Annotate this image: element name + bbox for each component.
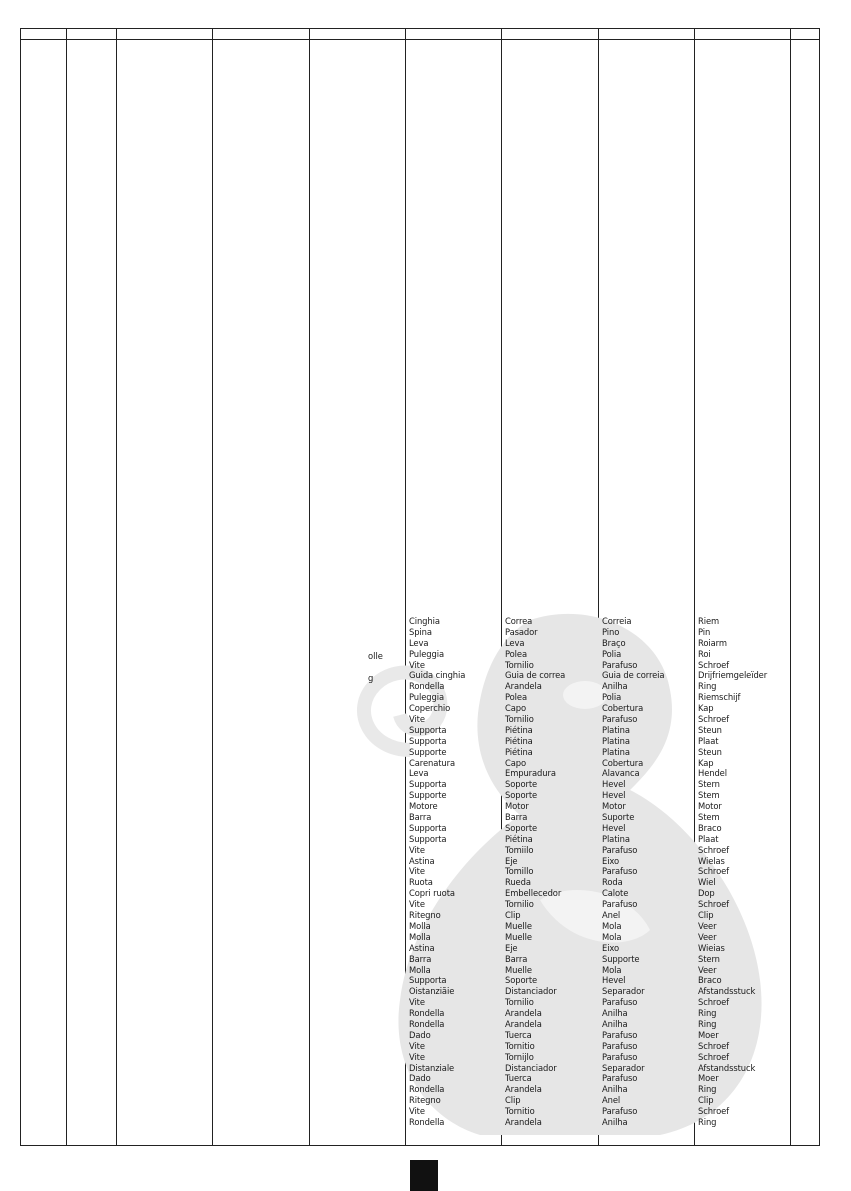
table-cell: Calote (602, 888, 629, 899)
table-cell: Anilha (602, 1018, 628, 1029)
table-cell: Stern (698, 779, 720, 790)
table-cell: Schroef (698, 1040, 730, 1051)
table-cell: Anel (602, 910, 621, 921)
table-cell: Leva (505, 637, 525, 648)
table-cell: Clip (698, 910, 714, 921)
table-cell: Tomillo (505, 866, 534, 877)
table-cell: Ritegno (409, 910, 441, 921)
table-cell: Afstandsstuck (698, 1062, 756, 1073)
table-cell: Supporta (409, 822, 447, 833)
table-cell: Tornitio (505, 1106, 535, 1117)
table-cell: Molla (409, 920, 431, 931)
table-cell: Veer (698, 964, 717, 975)
table-cell: Supporte (409, 790, 447, 801)
table-cell: Piétina (505, 746, 533, 757)
cut-off-text-fragment: g (368, 673, 374, 683)
table-cell: Polia (602, 648, 622, 659)
table-cell: Parafuso (602, 714, 638, 725)
table-cell: Barra (505, 812, 528, 823)
table-cell: Vite (409, 1040, 425, 1051)
table-cell: Plaat (698, 833, 719, 844)
table-cell: Vite (409, 1051, 425, 1062)
table-cell: Vite (409, 997, 425, 1008)
table-cell: Platina (602, 735, 630, 746)
column-divider (212, 28, 213, 1146)
table-cell: Eje (505, 855, 518, 866)
table-cell: Anilha (602, 681, 628, 692)
table-cell: Cobertura (602, 703, 644, 714)
table-cell: Platina (602, 724, 630, 735)
table-cell: Parafuso (602, 899, 638, 910)
table-cell: Supporte (409, 746, 447, 757)
table-cell: Braco (698, 822, 722, 833)
table-cell: Moer (698, 1073, 719, 1084)
table-cell: Piétina (505, 735, 533, 746)
table-cell: Eixo (602, 942, 620, 953)
table-cell: Molla (409, 964, 431, 975)
table-cell: Rondella (409, 1116, 445, 1127)
spanish-description-column (505, 616, 565, 1128)
table-cell: Veer (698, 920, 717, 931)
table-cell: Anilha (602, 1116, 628, 1127)
table-cell: Dado (409, 1073, 431, 1084)
table-cell: Guia de correia (602, 670, 665, 681)
table-cell: Mola (602, 931, 622, 942)
table-cell: Correa (505, 616, 533, 626)
table-cell: Veer (698, 931, 717, 942)
table-cell: Roda (602, 877, 623, 888)
table-cell: Afstandsstuck (698, 986, 756, 997)
table-cell: Ring (698, 1116, 717, 1127)
table-cell: Ruota (409, 877, 433, 888)
table-cell: Mola (602, 964, 622, 975)
table-cell: Ring (698, 1084, 717, 1095)
table-cell: Tornijlo (505, 1051, 534, 1062)
table-cell: Parafuso (602, 1040, 638, 1051)
table-cell: Roi (698, 648, 711, 659)
table-cell: Schroef (698, 844, 730, 855)
table-cell: Muelle (505, 931, 532, 942)
table-cell: Tomiilo (505, 844, 534, 855)
table-cell: Schroef (698, 899, 730, 910)
table-cell: Motore (409, 801, 438, 812)
table-cell: Vite (409, 866, 425, 877)
table-cell: Parafuso (602, 1073, 638, 1084)
table-cell: Supporte (602, 953, 640, 964)
table-cell: Vite (409, 659, 425, 670)
column-divider (66, 28, 67, 1146)
table-cell: Piétina (505, 833, 533, 844)
table-cell: Soporte (505, 779, 538, 790)
portuguese-description-column (602, 616, 664, 1128)
table-cell: Wiel (698, 877, 716, 888)
table-cell: Guida cinghia (409, 670, 466, 681)
table-cell: Leva (409, 637, 429, 648)
table-cell: Distanziale (409, 1062, 455, 1073)
table-cell: Soporte (505, 975, 538, 986)
table-cell: Ritegno (409, 1095, 441, 1106)
table-cell: Parafuso (602, 1106, 638, 1117)
table-cell: Eje (505, 942, 518, 953)
table-cell: Hevel (602, 790, 626, 801)
table-cell: Schroef (698, 659, 730, 670)
table-cell: Muelle (505, 964, 532, 975)
table-cell: Braco (698, 975, 722, 986)
table-cell: Coperchio (409, 703, 451, 714)
table-cell: Schroef (698, 714, 730, 725)
table-cell: Barra (409, 953, 432, 964)
table-cell: Parafuso (602, 997, 638, 1008)
table-cell: Soporte (505, 822, 538, 833)
table-cell: Hevel (602, 822, 626, 833)
table-cell: Muelle (505, 920, 532, 931)
header-row-divider (20, 39, 820, 40)
dutch-description-column (698, 616, 767, 1128)
table-cell: Astina (409, 855, 435, 866)
table-cell: Supporta (409, 833, 447, 844)
table-cell: Motor (698, 801, 722, 812)
table-cell: Tornilio (505, 659, 534, 670)
table-cell: Guia de correa (505, 670, 566, 681)
table-cell: Supporta (409, 735, 447, 746)
table-cell: Roiarm (698, 637, 727, 648)
table-cell: Pasador (505, 626, 538, 637)
table-cell: Embellecedor (505, 888, 562, 899)
table-cell: Polea (505, 648, 527, 659)
table-cell: Hevel (602, 779, 626, 790)
table-cell: Vite (409, 844, 425, 855)
table-cell: Stem (698, 812, 720, 823)
table-cell: Clip (698, 1095, 714, 1106)
table-cell: Arandela (505, 1018, 542, 1029)
table-cell: Parafuso (602, 659, 638, 670)
table-cell: Platina (602, 746, 630, 757)
table-cell: Puleggia (409, 692, 444, 703)
table-cell: Pino (602, 626, 620, 637)
table-cell: Clip (505, 910, 521, 921)
table-cell: Correia (602, 616, 632, 626)
table-cell: Schroef (698, 866, 730, 877)
table-cell: Suporte (602, 812, 635, 823)
table-cell: Arandela (505, 681, 542, 692)
table-cell: Capo (505, 757, 527, 768)
table-cell: Cobertura (602, 757, 644, 768)
table-cell: Molla (409, 931, 431, 942)
table-cell: Riem (698, 616, 720, 626)
table-cell: Piétina (505, 724, 533, 735)
table-cell: Supporta (409, 779, 447, 790)
table-cell: Moer (698, 1029, 719, 1040)
cut-off-text-fragment: olle (368, 651, 383, 661)
table-cell: Parafuso (602, 866, 638, 877)
table-cell: Anel (602, 1095, 621, 1106)
table-cell: Parafuso (602, 1051, 638, 1062)
table-cell: Vite (409, 1106, 425, 1117)
table-cell: Parafuso (602, 844, 638, 855)
table-cell: Carenatura (409, 757, 455, 768)
table-cell: Ring (698, 681, 717, 692)
table-cell: Motor (505, 801, 529, 812)
table-cell: Alavanca (602, 768, 640, 779)
table-cell: Stern (698, 953, 720, 964)
table-cell: Vite (409, 899, 425, 910)
table-cell: Spina (409, 626, 432, 637)
table-cell: Rondella (409, 1018, 445, 1029)
table-cell: Kap (698, 757, 714, 768)
table-cell: Wielas (698, 855, 725, 866)
table-cell: Pin (698, 626, 711, 637)
table-cell: Eixo (602, 855, 620, 866)
table-cell: Empuradura (505, 768, 556, 779)
table-cell: Schroef (698, 997, 730, 1008)
table-cell: Puleggia (409, 648, 444, 659)
table-cell: Barra (409, 812, 432, 823)
table-cell: Ring (698, 1018, 717, 1029)
table-cell: Copri ruota (409, 888, 455, 899)
table-cell: Tuerca (505, 1073, 532, 1084)
table-cell: Tornilio (505, 899, 534, 910)
table-cell: Arandela (505, 1084, 542, 1095)
table-cell: Steun (698, 746, 722, 757)
table-cell: Leva (409, 768, 429, 779)
italian-description-column (409, 616, 465, 1128)
table-cell: Dado (409, 1029, 431, 1040)
table-cell: Vite (409, 714, 425, 725)
table-cell: Separador (602, 986, 645, 997)
table-cell: Oistanziãie (409, 986, 455, 997)
table-cell: Kap (698, 703, 714, 714)
table-cell: Astina (409, 942, 435, 953)
table-cell: Braço (602, 637, 626, 648)
table-cell: Motor (602, 801, 626, 812)
table-cell: Ring (698, 1008, 717, 1019)
table-cell: Soporte (505, 790, 538, 801)
table-cell: Arandela (505, 1116, 542, 1127)
table-cell: Rondella (409, 681, 445, 692)
table-cell: Mola (602, 920, 622, 931)
table-cell: Supporta (409, 724, 447, 735)
table-cell: Tornitio (505, 1040, 535, 1051)
column-divider (116, 28, 117, 1146)
table-cell: Riemschijf (698, 692, 741, 703)
table-cell: Parafuso (602, 1029, 638, 1040)
table-cell: Tornilio (505, 714, 534, 725)
table-cell: Clip (505, 1095, 521, 1106)
table-cell: Schroef (698, 1051, 730, 1062)
page-number-tab (410, 1160, 438, 1191)
table-cell: Barra (505, 953, 528, 964)
column-divider (309, 28, 310, 1146)
table-cell: Rueda (505, 877, 531, 888)
table-cell: Rondella (409, 1084, 445, 1095)
table-cell: Plaat (698, 735, 719, 746)
table-cell: Drijfriemgeleïder (698, 670, 768, 681)
table-cell: Arandela (505, 1008, 542, 1019)
table-cell: Distanciador (505, 1062, 557, 1073)
table-cell: Tornilio (505, 997, 534, 1008)
table-cell: Wieias (698, 942, 725, 953)
table-cell: Polia (602, 692, 622, 703)
table-cell: Supporta (409, 975, 447, 986)
table-cell: Schroef (698, 1106, 730, 1117)
table-cell: Polea (505, 692, 527, 703)
table-cell: Hevel (602, 975, 626, 986)
table-cell: Anilha (602, 1008, 628, 1019)
table-cell: Hendel (698, 768, 727, 779)
table-cell: Capo (505, 703, 527, 714)
table-cell: Stem (698, 790, 720, 801)
table-cell: Anilha (602, 1084, 628, 1095)
table-cell: Platina (602, 833, 630, 844)
table-cell: Rondella (409, 1008, 445, 1019)
table-cell: Tuerca (505, 1029, 532, 1040)
table-cell: Distanciador (505, 986, 557, 997)
table-cell: Separador (602, 1062, 645, 1073)
table-cell: Steun (698, 724, 722, 735)
table-cell: Dop (698, 888, 715, 899)
table-cell: Cinghia (409, 616, 440, 626)
